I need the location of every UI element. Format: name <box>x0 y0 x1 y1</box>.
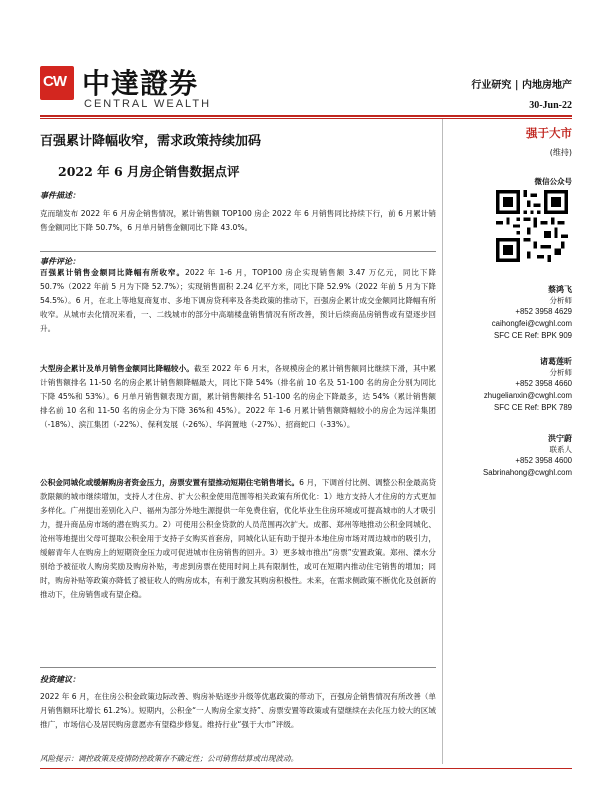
report-category: 行业研究 | 内地房地产 <box>471 80 572 91</box>
section-divider <box>40 251 436 252</box>
rating-sub: (维持) <box>549 148 572 157</box>
wechat-label: 微信公众号 <box>534 177 572 186</box>
comment-3-lead: 公积金同城化或缓解购房者资金压力，房票安置有望推动短期住宅销售增长。 <box>40 478 300 487</box>
report-subtitle: 2022 年 6 月房企销售数据点评 <box>58 164 240 179</box>
column-divider <box>442 119 443 764</box>
header-rule <box>40 115 572 117</box>
analyst-role: 分析师 <box>549 368 572 377</box>
analyst-role: 联系人 <box>549 445 572 454</box>
risk-note: 风险提示：调控政策及疫情防控政策存不确定性；公司销售结算或出现波动。 <box>40 754 299 763</box>
rating-label: 强于大市 <box>526 126 572 140</box>
comment-paragraph-1 <box>40 266 436 336</box>
comment-3-text: 6 月，下调首付比例、调整公积金最高贷款限额的城市继续增加，支持人才住房、扩大公积金使用范围等相关政策有所优化：1）地方支持人才住房的方式更加多样化。广州提出差别化入户、福州为部分外地生源提供一年免费住宿，优化毕业生住房环境或可提高城市的人才吸引力，提升商品房市场的潜在购买力。2）可使用公积金贷款的人员范围再次扩大。成都、郑州等地推动公积金同城化、沧州等地提出父母可提取公积金用于支持子女购买首套房，同城化认证有助于提升本地住房市场对周边城市的吸引力，缓解青年人在购房上的短期资金压力或可促进城市住房销售的回升。3）更多城市推出“房票”安置政策。郑州、溧水分别给予被征收人购房奖励及购房补贴，考虑到房票在使用时间上具有限制性，或可在短期内推动住宅销售的增加；同时，购房补贴等政策亦降低了被征收人的购房成本，有利于激发其购房积极性。未来，在需求侧政策不断优化及创新的推动下，住房销售或有望企稳。 <box>40 478 436 599</box>
analyst-card <box>483 433 572 479</box>
logo-english: CENTRAL WEALTH <box>84 98 212 110</box>
section-divider-2 <box>40 667 436 668</box>
comment-1-text: 2022 年 1-6 月，TOP100 房企实现销售额 3.47 万亿元，同比下降 50.7%（2022 年前 5 月为下降 52.7%）；实现销售面积 2.24 亿平方米，同比下降 52.9%（2022 年前 5 月为下降 54.5%）。6 月，在北上等地复商复市、多地下调房贷利率及各类政策的推动下，百强房企累计成交金额同比降幅有所收窄。从城市去化情况来看，一、二线城市的部分中高端楼盘销售情况有所改善，预计后续商品房销售或有望逐步回升。 <box>40 268 437 333</box>
analyst-email[interactable]: zhugelianxin@cwghl.com <box>483 391 572 400</box>
logo-mark-text: CW <box>43 73 66 90</box>
report-title: 百强累计降幅收窄，需求政策持续加码 <box>40 134 262 149</box>
footer-rule <box>40 768 572 769</box>
invest-paragraph: 2022 年 6 月，在住房公积金政策边际改善、购房补贴逐步升级等优惠政策的带动下，百强房企销售情况有所改善（单月销售额环比增长 61.2%）。短期内，公积金“一人购房全家支持”、房票安置等政策或有望继续在去化压力较大的区域推广，市场信心及居民购房意愿亦有望稳步修复。维持行业“强于大市”评级。 <box>40 692 436 729</box>
analyst-card <box>492 284 572 342</box>
invest-heading: 投资建议： <box>40 675 80 684</box>
analyst-phone: +852 3958 4629 <box>515 307 572 316</box>
analyst-name: 诸葛莲昕 <box>540 357 572 366</box>
analyst-email[interactable]: caihongfei@cwghl.com <box>491 319 572 328</box>
analyst-phone: +852 3958 4600 <box>515 456 572 465</box>
comment-paragraph-3 <box>40 476 436 602</box>
event-heading: 事件描述： <box>40 191 80 200</box>
report-date: 30-Jun-22 <box>529 100 572 111</box>
analyst-email[interactable]: Sabrinahong@cwghl.com <box>483 468 572 477</box>
logo-chinese: 中達證券 <box>82 67 199 100</box>
analyst-ce: SFC CE Ref: BPK 909 <box>494 331 572 340</box>
comment-heading: 事件评论： <box>40 257 80 266</box>
comment-1-lead: 百强累计销售金额同比降幅有所收窄。 <box>40 268 185 277</box>
qr-code-icon[interactable] <box>496 190 568 262</box>
analyst-role: 分析师 <box>549 296 572 305</box>
comment-2-lead: 大型房企累计及单月销售金额同比降幅较小。 <box>40 364 194 373</box>
event-paragraph: 克而瑞发布 2022 年 6 月房企销售情况，累计销售额 TOP100 房企 2022 年 6 月销售同比持续下行，前 6 月累计销售金额同比下降 50.7%，6 月单月销售金额同比下降 43.0%。 <box>40 209 436 232</box>
analyst-ce: SFC CE Ref: BPK 789 <box>494 403 572 412</box>
analyst-name: 洪宁蔚 <box>548 434 572 443</box>
comment-2-text: 截至 2022 年 6 月末，各规模房企的累计销售额同比继续下滑，其中累计销售额排名 11-50 名的房企累计销售额降幅最大，同比下降 54%（排名前 10 名及 51-100 名的房企分别为同比下降 45%和 53%）。6 月单月销售额表现方面，累计销售额排名 51-100 名的房企下降最多，达 54%（累计销售额排名前 10 名和 11-50 名的房企分为下降 36%和 45%）。2022 年 1-6 月累计销售额降幅较小的房企为远洋集团（-18%）、滨江集团（-22%）、保利发展（-26%）、华润置地（-27%）、招商蛇口（-33%）。 <box>40 364 437 429</box>
logo-mark <box>40 66 74 100</box>
header-rule-thin <box>40 118 572 119</box>
analyst-card <box>484 356 572 414</box>
analyst-name: 蔡鸿飞 <box>548 285 572 294</box>
analyst-phone: +852 3958 4660 <box>515 379 572 388</box>
comment-paragraph-2 <box>40 362 436 432</box>
